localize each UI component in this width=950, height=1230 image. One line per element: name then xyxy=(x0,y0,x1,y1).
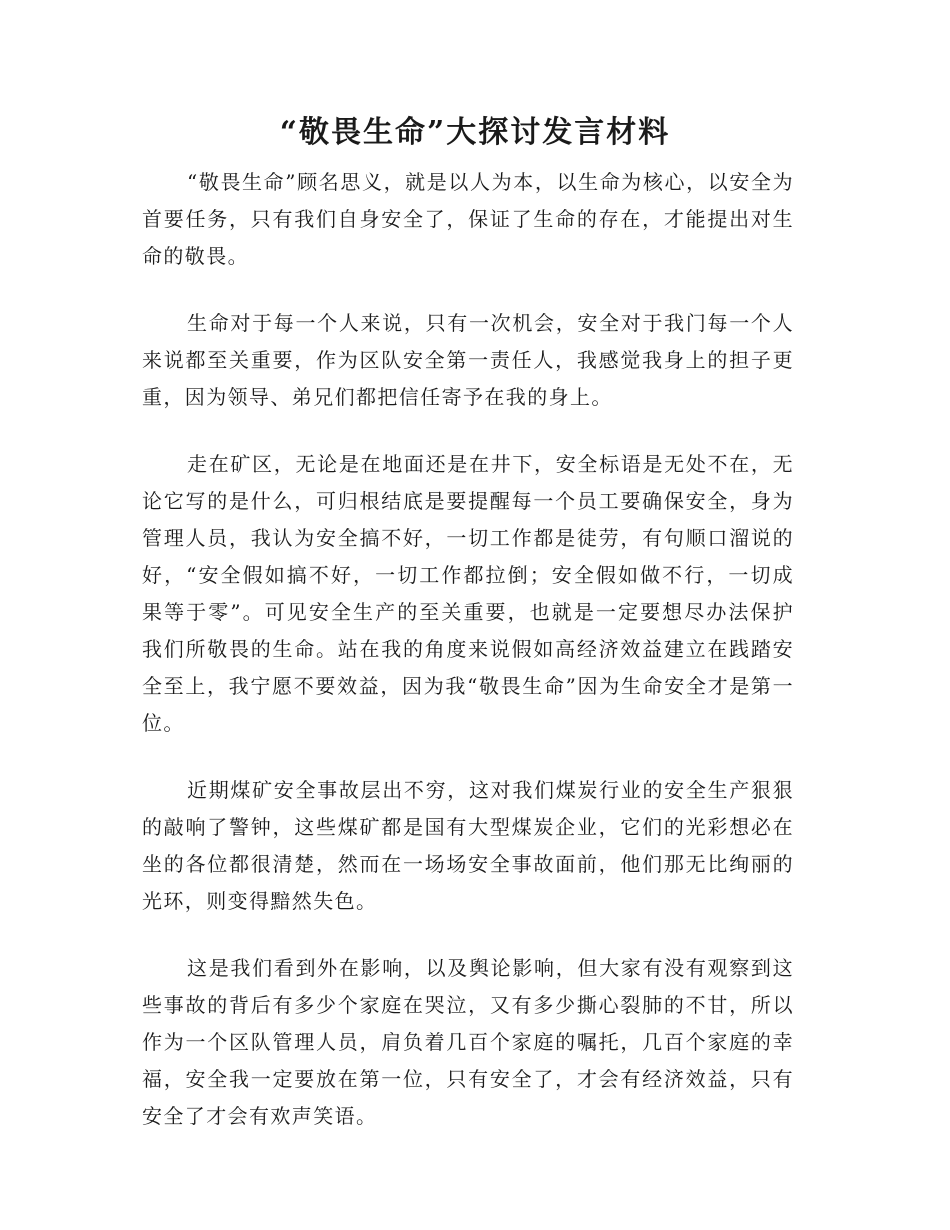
paragraph-5: 这是我们看到外在影响，以及舆论影响，但大家有没有观察到这些事故的背后有多少个家庭在哭泣，又有多少撕心裂肺的不甘，所以作为一个区队管理人员，肩负着几百个家庭的嘱托，几百个家庭的幸福，安全我一定要放在第一位，只有安全了，才会有经济效益，只有安全了才会有欢声笑语。 xyxy=(142,956,794,1128)
paragraph-3: 走在矿区，无论是在地面还是在井下，安全标语是无处不在，无论它写的是什么，可归根结底是要提醒每一个员工要确保安全，身为管理人员，我认为安全搞不好，一切工作都是徒劳，有句顺口溜说的好，“安全假如搞不好，一切工作都拉倒；安全假如做不行，一切成果等于零”。可见安全生产的至关重要，也就是一定要想尽办法保护我们所敬畏的生命。站在我的角度来说假如高经济效益建立在践踏安全至上，我宁愿不要效益，因为我“敬畏生命”因为生命安全才是第一位。 xyxy=(142,452,794,735)
paragraph-4: 近期煤矿安全事故层出不穷，这对我们煤炭行业的安全生产狠狠的敲响了警钟，这些煤矿都是国有大型煤炭企业，它们的光彩想必在坐的各位都很清楚，然而在一场场安全事故面前，他们那无比绚丽的光环，则变得黯然失色。 xyxy=(142,778,794,913)
document-body xyxy=(142,164,794,1165)
paragraph-1: “敬畏生命”顾名思义，就是以人为本，以生命为核心，以安全为首要任务，只有我们自身安全了，保证了生命的存在，才能提出对生命的敬畏。 xyxy=(142,170,794,268)
document-title: “敬畏生命”大探讨发言材料 xyxy=(279,115,671,150)
paragraph-2: 生命对于每一个人来说，只有一次机会，安全对于我门每一个人来说都至关重要，作为区队安全第一责任人，我感觉我身上的担子更重，因为领导、弟兄们都把信任寄予在我的身上。 xyxy=(142,311,794,409)
